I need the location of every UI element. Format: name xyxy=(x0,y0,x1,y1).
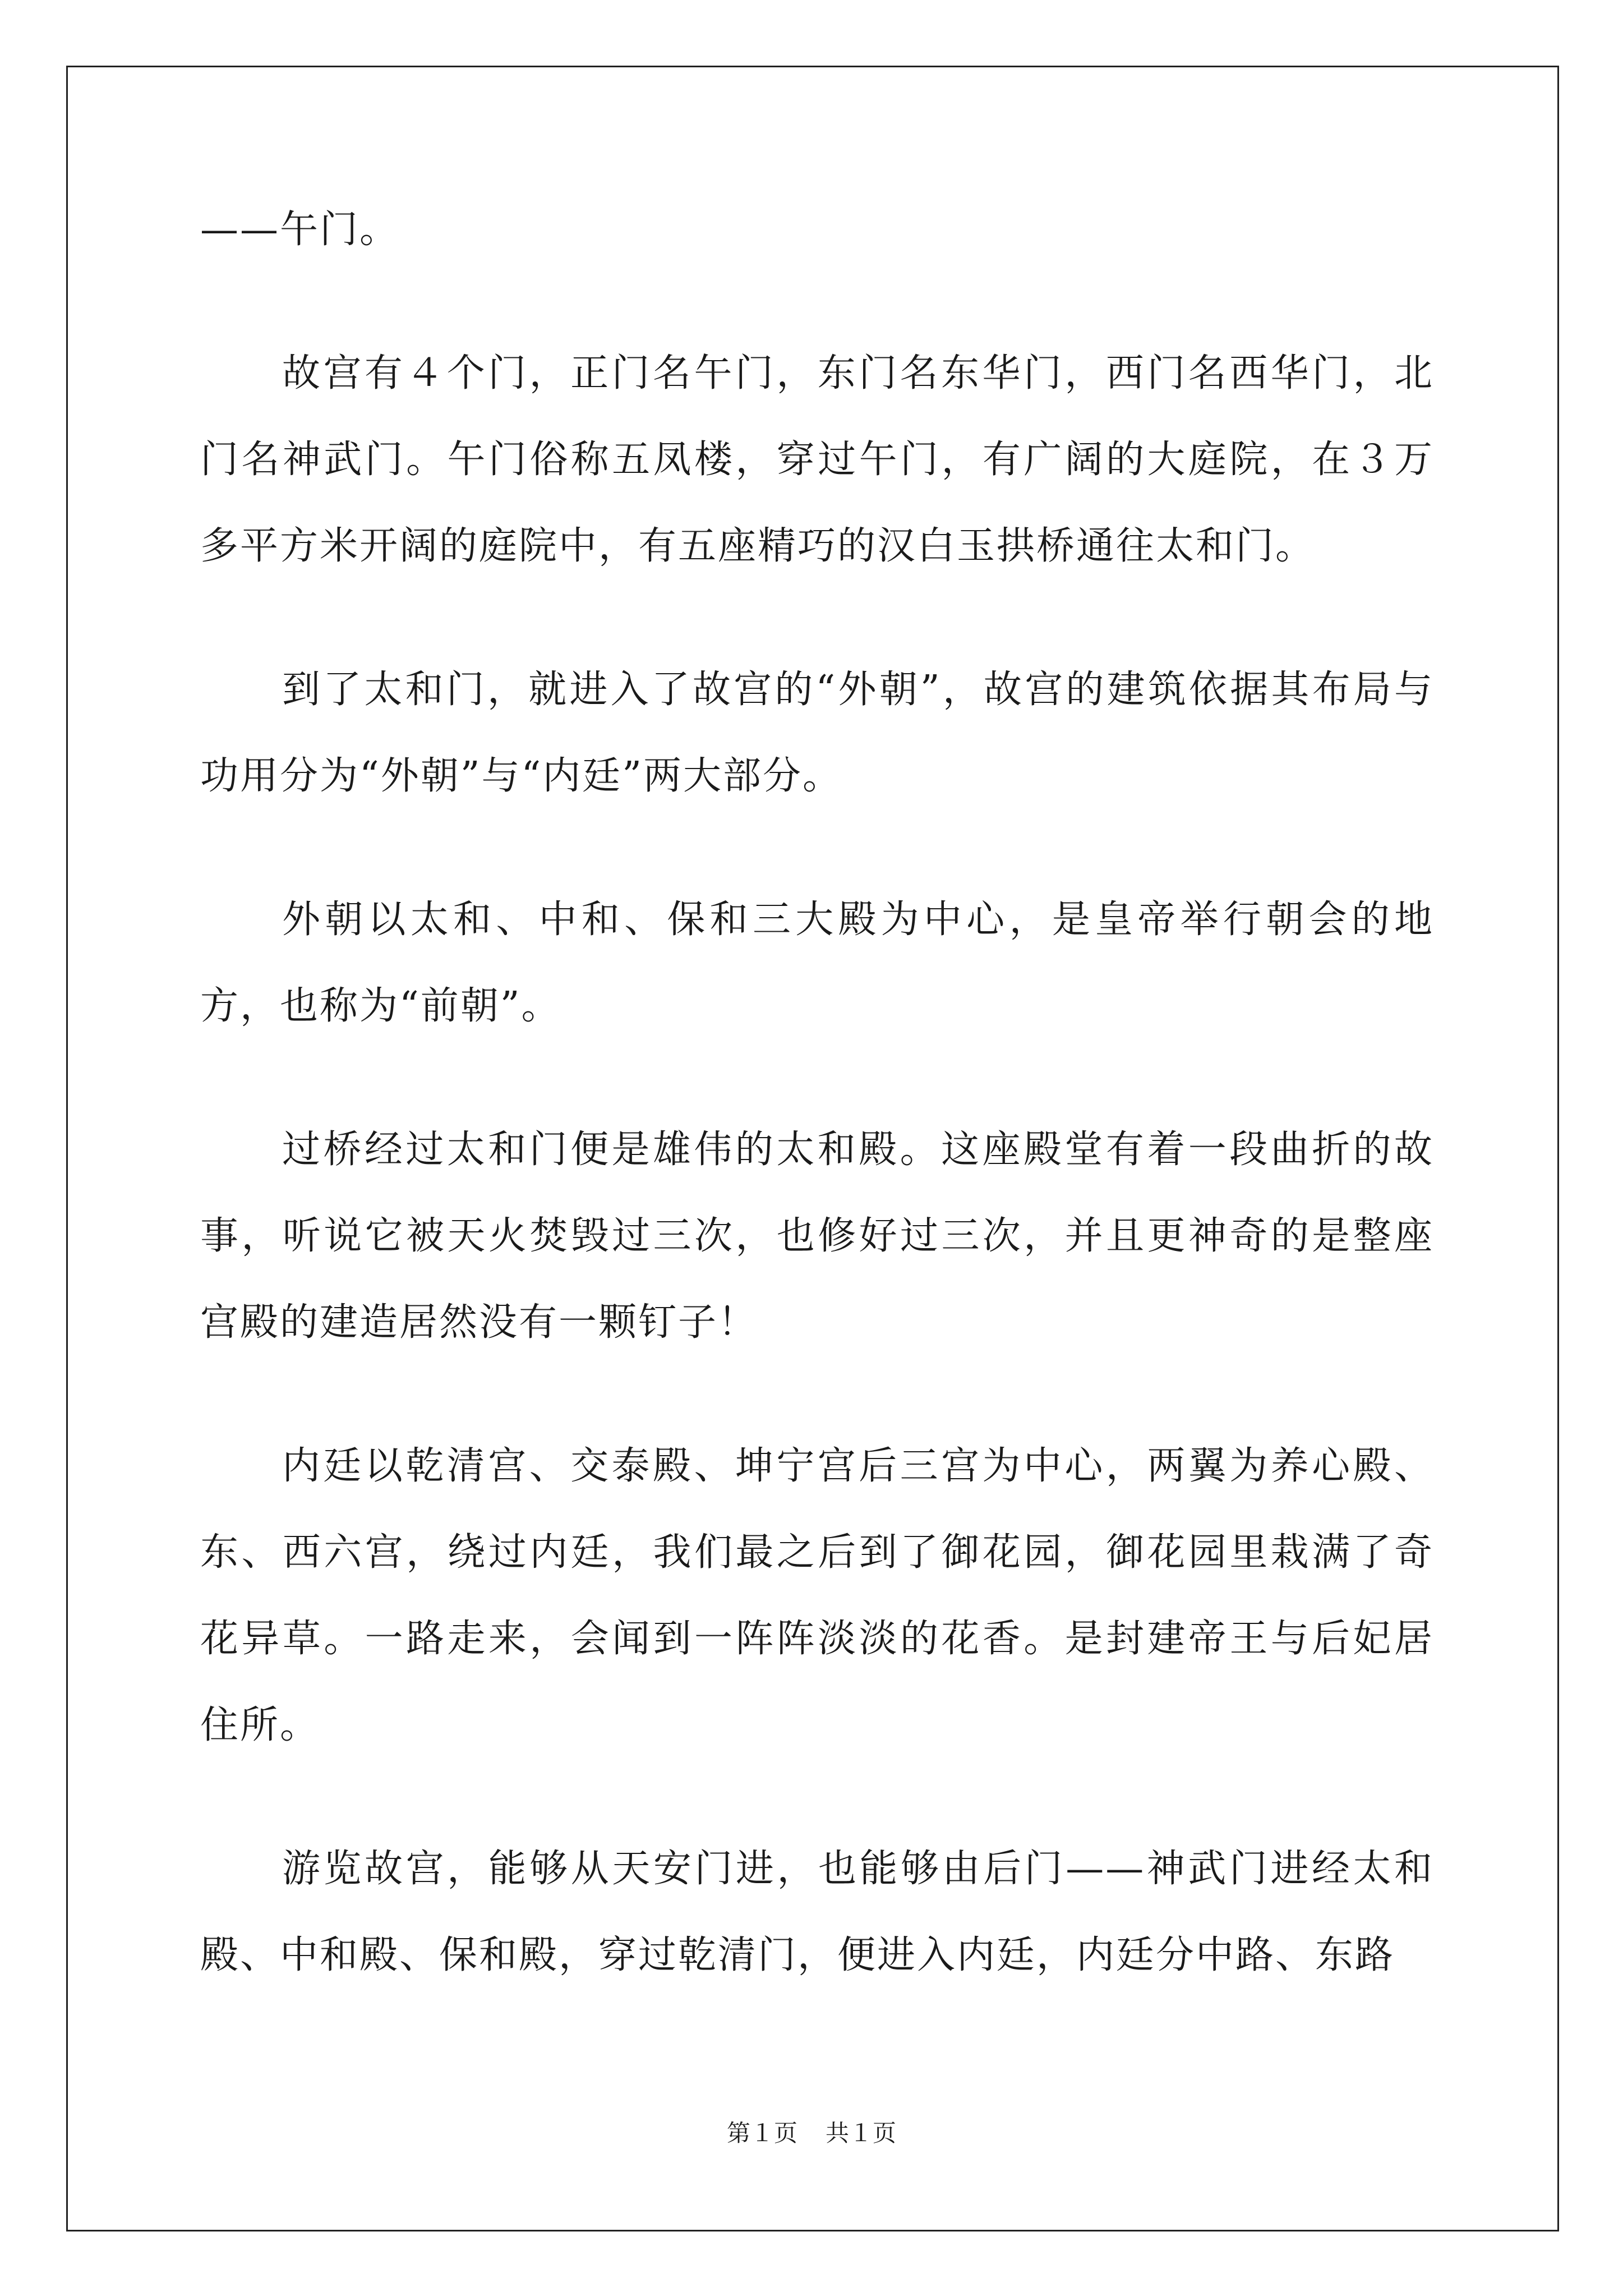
paragraph: ——午门。 xyxy=(200,208,400,252)
page-number: 第１页 xyxy=(726,2119,797,2147)
paragraph: 游览故宫，能够从天安门进，也能够由后门——神武门进经太和殿、中和殿、保和殿，穿过乾清门，便进入内廷，内廷分中路、东路 xyxy=(200,1847,1434,1977)
page-total: 共１页 xyxy=(826,2119,897,2147)
document-body xyxy=(200,187,1434,2056)
paragraph: 故宫有４个门，正门名午门，东门名东华门，西门名西华门，北门名神武门。午门俗称五凤楼，穿过午门，有广阔的大庭院，在３万多平方米开阔的庭院中，有五座精巧的汉白玉拱桥通往太和门。 xyxy=(200,351,1434,568)
paragraph: 过桥经过太和门便是雄伟的太和殿。这座殿堂有着一段曲折的故事，听说它被天火焚毁过三次，也修好过三次，并且更神奇的是整座宫殿的建造居然没有一颗钉子！ xyxy=(200,1128,1434,1345)
paragraph: 外朝以太和、中和、保和三大殿为中心，是皇帝举行朝会的地方，也称为“前朝”。 xyxy=(200,898,1434,1028)
paragraph: 到了太和门，就进入了故宫的“外朝”，故宫的建筑依据其布局与功用分为“外朝”与“内廷”两大部分。 xyxy=(200,668,1434,798)
page-footer xyxy=(0,2115,1623,2148)
paragraph: 内廷以乾清宫、交泰殿、坤宁宫后三宫为中心，两翼为养心殿、东、西六宫，绕过内廷，我们最之后到了御花园，御花园里栽满了奇花异草。一路走来，会闻到一阵阵淡淡的花香。是封建帝王与后妃居住所。 xyxy=(200,1444,1434,1747)
